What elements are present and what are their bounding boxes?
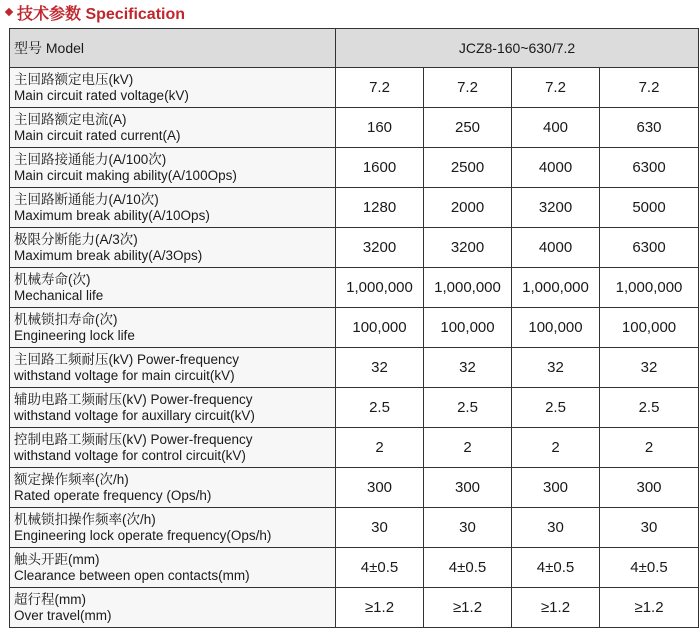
table-row <box>10 428 699 468</box>
value-cell: 300 <box>336 468 424 508</box>
parameter-label-secondary: Main circuit rated voltage(kV) <box>14 87 189 103</box>
parameter-label-cell <box>10 588 336 628</box>
value-cell: 160 <box>336 108 424 148</box>
diamond-bullet-icon <box>5 8 13 16</box>
parameter-label-cell <box>10 268 336 308</box>
value-cell: 30 <box>424 508 512 548</box>
parameter-label-secondary: Engineering lock operate frequency(Ops/h) <box>14 527 272 543</box>
parameter-label-secondary: Over travel(mm) <box>14 607 112 623</box>
table-row <box>10 308 699 348</box>
parameter-label-cell <box>10 148 336 188</box>
value-cell: 100,000 <box>336 308 424 348</box>
parameter-label-primary: 极限分断能力(A/3次) <box>14 231 138 247</box>
table-row <box>10 68 699 108</box>
value-cell: ≥1.2 <box>512 588 600 628</box>
value-cell: 1600 <box>336 148 424 188</box>
value-cell: 400 <box>512 108 600 148</box>
value-cell: 1,000,000 <box>424 268 512 308</box>
parameter-label-cell <box>10 428 336 468</box>
parameter-label-primary: 控制电路工频耐压(kV) Power-frequency <box>14 431 253 447</box>
parameter-label-cell <box>10 188 336 228</box>
value-cell: 4±0.5 <box>424 548 512 588</box>
parameter-label-secondary: withstand voltage for main circuit(kV) <box>14 367 235 383</box>
value-cell: 2.5 <box>424 388 512 428</box>
value-cell: 4±0.5 <box>600 548 699 588</box>
table-row <box>10 148 699 188</box>
specification-table <box>9 28 699 628</box>
value-cell: 6300 <box>600 148 699 188</box>
parameter-label-cell <box>10 388 336 428</box>
parameter-label-cell <box>10 348 336 388</box>
parameter-label-primary: 机械锁扣操作频率(次/h) <box>14 511 156 527</box>
table-row <box>10 348 699 388</box>
parameter-label-primary: 机械寿命(次) <box>14 271 91 287</box>
value-cell: 1280 <box>336 188 424 228</box>
value-cell: ≥1.2 <box>336 588 424 628</box>
model-label-cell: 型号 Model <box>10 29 336 68</box>
parameter-label-cell <box>10 468 336 508</box>
value-cell: 300 <box>424 468 512 508</box>
value-cell: 100,000 <box>512 308 600 348</box>
value-cell: 300 <box>512 468 600 508</box>
table-row <box>10 588 699 628</box>
value-cell: 3200 <box>424 228 512 268</box>
parameter-label-secondary: Maximum break ability(A/3Ops) <box>14 247 203 263</box>
table-row <box>10 548 699 588</box>
value-cell: 300 <box>600 468 699 508</box>
parameter-label-secondary: Main circuit rated current(A) <box>14 127 181 143</box>
table-row <box>10 268 699 308</box>
parameter-label-primary: 触头开距(mm) <box>14 551 100 567</box>
parameter-label-cell <box>10 228 336 268</box>
value-cell: 2.5 <box>512 388 600 428</box>
value-cell: 100,000 <box>424 308 512 348</box>
value-cell: ≥1.2 <box>600 588 699 628</box>
value-cell: 2.5 <box>336 388 424 428</box>
value-cell: 2 <box>336 428 424 468</box>
value-cell: 32 <box>424 348 512 388</box>
parameter-label-secondary: Rated operate frequency (Ops/h) <box>14 487 212 503</box>
parameter-label-primary: 主回路工频耐压(kV) Power-frequency <box>14 351 240 367</box>
value-cell: 32 <box>600 348 699 388</box>
value-cell: 2500 <box>424 148 512 188</box>
value-cell: 5000 <box>600 188 699 228</box>
parameter-label-secondary: Main circuit making ability(A/100Ops) <box>14 167 237 183</box>
value-cell: 7.2 <box>336 68 424 108</box>
parameter-label-secondary: withstand voltage for control circuit(kV) <box>14 447 246 463</box>
table-row <box>10 388 699 428</box>
parameter-label-primary: 超行程(mm) <box>14 591 86 607</box>
parameter-label-secondary: Maximum break ability(A/10Ops) <box>14 207 210 223</box>
parameter-label-primary: 主回路接通能力(A/100次) <box>14 151 167 167</box>
parameter-label-cell <box>10 548 336 588</box>
value-cell: 2 <box>512 428 600 468</box>
parameter-label-primary: 机械锁扣寿命(次) <box>14 311 118 327</box>
value-cell: 7.2 <box>600 68 699 108</box>
value-cell: 4000 <box>512 148 600 188</box>
parameter-label-cell <box>10 108 336 148</box>
value-cell: 3200 <box>512 188 600 228</box>
value-cell: 1,000,000 <box>600 268 699 308</box>
value-cell: 32 <box>512 348 600 388</box>
value-cell: 2 <box>424 428 512 468</box>
value-cell: 2 <box>600 428 699 468</box>
table-header-row <box>10 29 699 68</box>
parameter-label-primary: 主回路额定电流(A) <box>14 111 127 127</box>
value-cell: 100,000 <box>600 308 699 348</box>
value-cell: 7.2 <box>424 68 512 108</box>
table-row <box>10 188 699 228</box>
parameter-label-primary: 辅助电路工频耐压(kV) Power-frequency <box>14 391 253 407</box>
value-cell: 4000 <box>512 228 600 268</box>
parameter-label-secondary: Engineering lock life <box>14 327 135 343</box>
value-cell: 2000 <box>424 188 512 228</box>
section-title-text: 技术参数 Specification <box>17 5 186 23</box>
value-cell: 3200 <box>336 228 424 268</box>
value-cell: 32 <box>336 348 424 388</box>
parameter-label-secondary: Mechanical life <box>14 287 104 303</box>
value-cell: ≥1.2 <box>424 588 512 628</box>
value-cell: 630 <box>600 108 699 148</box>
value-cell: 2.5 <box>600 388 699 428</box>
value-cell: 1,000,000 <box>336 268 424 308</box>
parameter-label-secondary: withstand voltage for auxillary circuit(kV) <box>14 407 255 423</box>
value-cell: 1,000,000 <box>512 268 600 308</box>
parameter-label-primary: 主回路额定电压(kV) <box>14 71 134 87</box>
table-row <box>10 228 699 268</box>
value-cell: 30 <box>600 508 699 548</box>
value-cell: 30 <box>512 508 600 548</box>
parameter-label-cell <box>10 308 336 348</box>
parameter-label-primary: 主回路断通能力(A/10次) <box>14 191 159 207</box>
value-cell: 4±0.5 <box>512 548 600 588</box>
table-row <box>10 468 699 508</box>
value-cell: 30 <box>336 508 424 548</box>
value-cell: 250 <box>424 108 512 148</box>
table-row <box>10 108 699 148</box>
parameter-label-cell <box>10 68 336 108</box>
parameter-label-secondary: Clearance between open contacts(mm) <box>14 567 250 583</box>
value-cell: 6300 <box>600 228 699 268</box>
table-row <box>10 508 699 548</box>
parameter-label-cell <box>10 508 336 548</box>
section-title <box>0 0 700 24</box>
model-value-cell: JCZ8-160~630/7.2 <box>336 29 699 68</box>
value-cell: 4±0.5 <box>336 548 424 588</box>
parameter-label-primary: 额定操作频率(次/h) <box>14 471 129 487</box>
value-cell: 7.2 <box>512 68 600 108</box>
